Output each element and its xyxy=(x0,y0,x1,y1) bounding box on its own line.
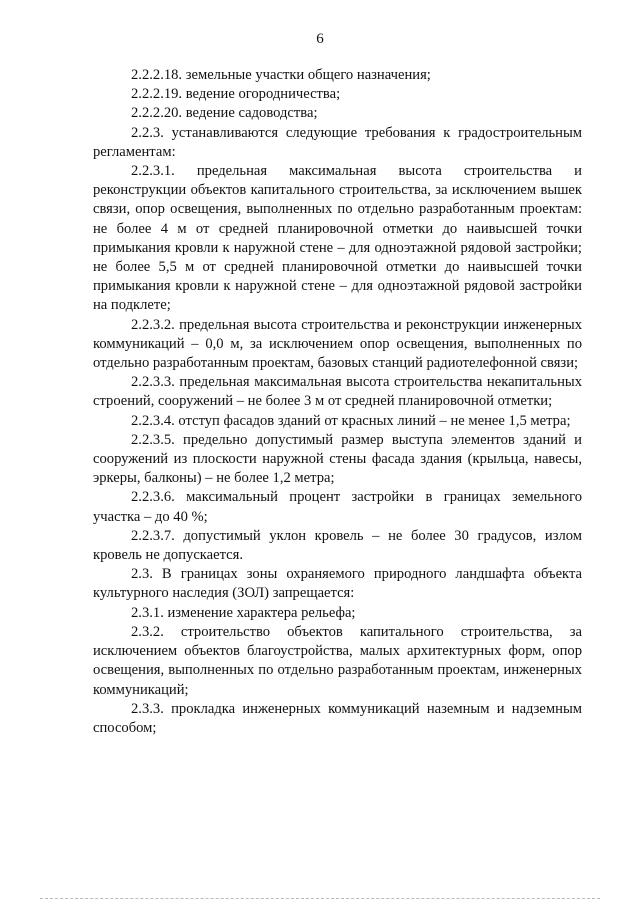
paragraph: 2.2.3. устанавливаются следующие требования к градостроительным регламентам: xyxy=(93,124,582,160)
document-body xyxy=(93,66,582,738)
paragraph: 2.2.3.1. предельная максимальная высота строительства и реконструкции объектов капитального строительства, за исключением вышек связи, опор освещения, выполненных по отдельно разработанным проектам: не более 4 м от средней планировочной отметки до наивысшей точки примыкания кровли к наружной стене – для одноэтажной рядовой застройки; не более 5,5 м от средней планировочной отметки до наивысшей точки примыкания кровли к наружной стене – для одноэтажной рядовой застройки на подклете; xyxy=(93,163,582,314)
paragraph: 2.2.2.18. земельные участки общего назначения; xyxy=(131,67,431,83)
paragraph: 2.2.3.6. максимальный процент застройки в границах земельного участка – до 40 %; xyxy=(93,489,582,525)
scan-edge-line xyxy=(40,898,600,899)
paragraph: 2.2.3.4. отступ фасадов зданий от красных линий – не менее 1,5 метра; xyxy=(131,412,571,429)
paragraph: 2.3.1. изменение характера рельефа; xyxy=(131,604,356,621)
paragraph: 2.3. В границах зоны охраняемого природного ландшафта объекта культурного наследия (ЗОЛ) запрещается: xyxy=(93,566,582,602)
paragraph: 2.3.2. строительство объектов капитального строительства, за исключением объектов благоустройства, малых архитектурных форм, опор освещения, выполненных по отдельно разработанным проектам, инженерных коммуникаций; xyxy=(93,623,582,698)
paragraph: 2.3.3. прокладка инженерных коммуникаций наземным и надземным способом; xyxy=(93,700,582,736)
paragraph: 2.2.2.19. ведение огородничества; xyxy=(131,86,341,103)
paragraph: 2.2.3.3. предельная максимальная высота строительства некапитальных строений, сооружений – не более 3 м от средней планировочной отметки; xyxy=(93,374,582,410)
page-number: 6 xyxy=(316,31,324,47)
paragraph: 2.2.3.5. предельно допустимый размер выступа элементов зданий и сооружений из плоскости наружной стены фасада здания (крыльца, навесы, эркеры, балконы) – не более 1,2 метра; xyxy=(93,431,582,487)
paragraph: 2.2.2.20. ведение садоводства; xyxy=(131,105,318,122)
paragraph: 2.2.3.2. предельная высота строительства и реконструкции инженерных коммуникаций – 0,0 м, за исключением опор освещения, выполненных по отдельно разработанным проектам, базовых станций радиотелефонной связи; xyxy=(93,316,582,372)
paragraph: 2.2.3.7. допустимый уклон кровель – не более 30 градусов, излом кровель не допускается. xyxy=(93,527,582,564)
